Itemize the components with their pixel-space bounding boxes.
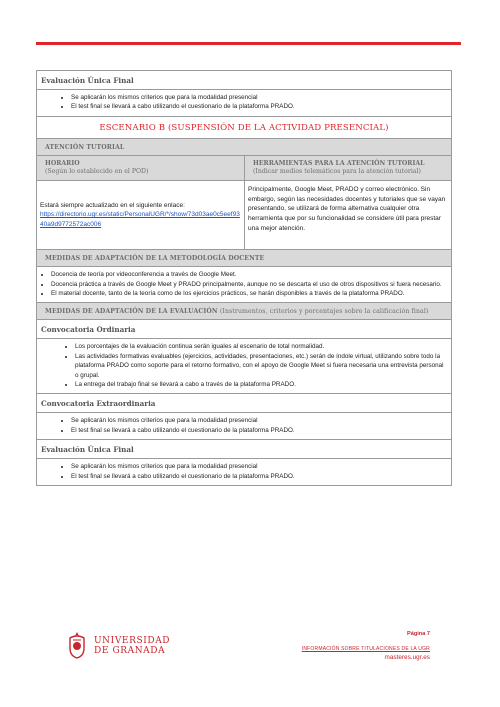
evaluacion-band <box>37 303 451 320</box>
horario-title: HORARIO <box>45 159 80 167</box>
guide-table <box>36 70 452 486</box>
list-item: • El test final se llevará a cabo utilizando el cuestionario de la plataforma PRADO. <box>71 102 445 111</box>
escenario-heading-row <box>37 117 451 139</box>
section-title: Convocatoria Extraordinaria <box>41 399 156 409</box>
horario-cell <box>37 181 244 249</box>
escenario-heading: ESCENARIO B (SUSPENSIÓN DE LA ACTIVIDAD PRESENCIAL) <box>99 122 389 133</box>
list-item: • Se aplicarán los mismos criterios que para la modalidad presencial <box>71 416 445 425</box>
herramientas-header <box>244 156 451 180</box>
ordinaria-heading-row <box>37 320 451 339</box>
unica-heading-row <box>37 440 451 459</box>
university-logo <box>66 630 176 664</box>
pomegranate-crest-icon <box>66 630 88 660</box>
atencion-content-row <box>37 181 451 250</box>
herramientas-text: Principalmente, Google Meet, PRADO y correo electrónico. Sin embargo, según las necesidades docentes y tutoriales que se vayan presentando, se utilizará de forma alternativa cualquier otra herramienta que por su funcionalidad se considere útil para prestar una mejor atención. <box>248 186 446 232</box>
list-item: • El material docente, tanto de la teoría como de los ejercicios prácticos, se harán disponibles a través de la plataforma PRADO. <box>51 289 445 298</box>
herramientas-title: HERRAMIENTAS PARA LA ATENCIÓN TUTORIAL <box>253 159 425 167</box>
directorio-link[interactable]: https://directorio.ugr.es/static/PersonalUGR/*/show/73d03ae0c5eef9340a9d9772572ac006 <box>40 211 240 229</box>
list-item: • Se aplicarán los mismos criterios que para la modalidad presencial <box>71 462 445 471</box>
bullet-list <box>37 90 451 116</box>
section-title: Evaluación Única Final <box>41 76 134 85</box>
list-item: • Los porcentajes de la evaluación continua serán iguales al escenario de total normalidad. <box>75 342 445 351</box>
section-band-title: ATENCIÓN TUTORIAL <box>37 139 451 155</box>
horario-text: Estará siempre actualizado en el siguiente enlace: <box>40 201 185 209</box>
evaluacion-subtitle: (Instrumentos, criterios y porcentajes sobre la calificación final) <box>219 308 429 316</box>
horario-header <box>37 156 244 180</box>
list-item: • El test final se llevará a cabo utilizando el cuestionario de la plataforma PRADO. <box>71 472 445 481</box>
section-band-title <box>37 303 451 319</box>
bullet-list <box>37 267 451 302</box>
list-item: • La entrega del trabajo final se llevará a cabo a través de la plataforma PRADO. <box>75 380 445 389</box>
section-title: Evaluación Única Final <box>41 445 134 455</box>
herramientas-cell <box>244 181 451 249</box>
header-accent-bar <box>36 42 461 45</box>
logo-line2: DE GRANADA <box>94 646 166 656</box>
bullet-list <box>37 459 451 485</box>
herramientas-subtitle: (Indicar medios telemáticos para la atención tutorial) <box>253 168 421 176</box>
section-evaluacion-unica-top-body <box>37 90 451 117</box>
bullet-list <box>37 339 451 393</box>
logo-line1: UNIVERSIDAD <box>94 636 171 646</box>
bullet-list <box>37 413 451 439</box>
list-item: • Docencia práctica a través de Google Meet y PRADO principalmente, aunque no se descarta el uso de otros dispositivos si fuera necesario. <box>51 280 445 289</box>
horario-subtitle: (Según lo establecido en el POD) <box>45 168 149 176</box>
section-band-title: MEDIDAS DE ADAPTACIÓN DE LA METODOLOGÍA DOCENTE <box>37 250 451 266</box>
section-evaluacion-unica-top <box>37 71 451 90</box>
atencion-col-headers <box>37 156 451 181</box>
page-number: Página 7 <box>406 631 430 637</box>
extraordinaria-body <box>37 413 451 440</box>
metodologia-body <box>37 267 451 303</box>
atencion-tutorial-band <box>37 139 451 156</box>
footer-info-block <box>300 630 430 662</box>
list-item: • El test final se llevará a cabo utilizando el cuestionario de la plataforma PRADO. <box>71 426 445 435</box>
ordinaria-body <box>37 339 451 394</box>
metodologia-band <box>37 250 451 267</box>
list-item: • Docencia de teoría por videoconferencia a través de Google Meet. <box>51 270 445 279</box>
section-title: Convocatoria Ordinaria <box>41 325 136 335</box>
footer-info-text: INFORMACIÓN SOBRE TITULACIONES DE LA UGR <box>301 646 430 652</box>
list-item: • Se aplicarán los mismos criterios que para la modalidad presencial <box>71 93 445 102</box>
list-item: • Las actividades formativas evaluables (ejercicios, actividades, presentaciones, etc.) serán de índole virtual, utilizando sobre todo la plataforma PRADO como soporte para el retorno formativo, con el apoyo de Google Meet si fuera necesaria una entrevista personal o grupal. <box>75 352 445 380</box>
unica-body <box>37 459 451 486</box>
footer-url[interactable]: masteres.ugr.es <box>384 654 430 661</box>
evaluacion-title: MEDIDAS DE ADAPTACIÓN DE LA EVALUACIÓN <box>45 308 218 316</box>
extraordinaria-heading-row <box>37 394 451 413</box>
